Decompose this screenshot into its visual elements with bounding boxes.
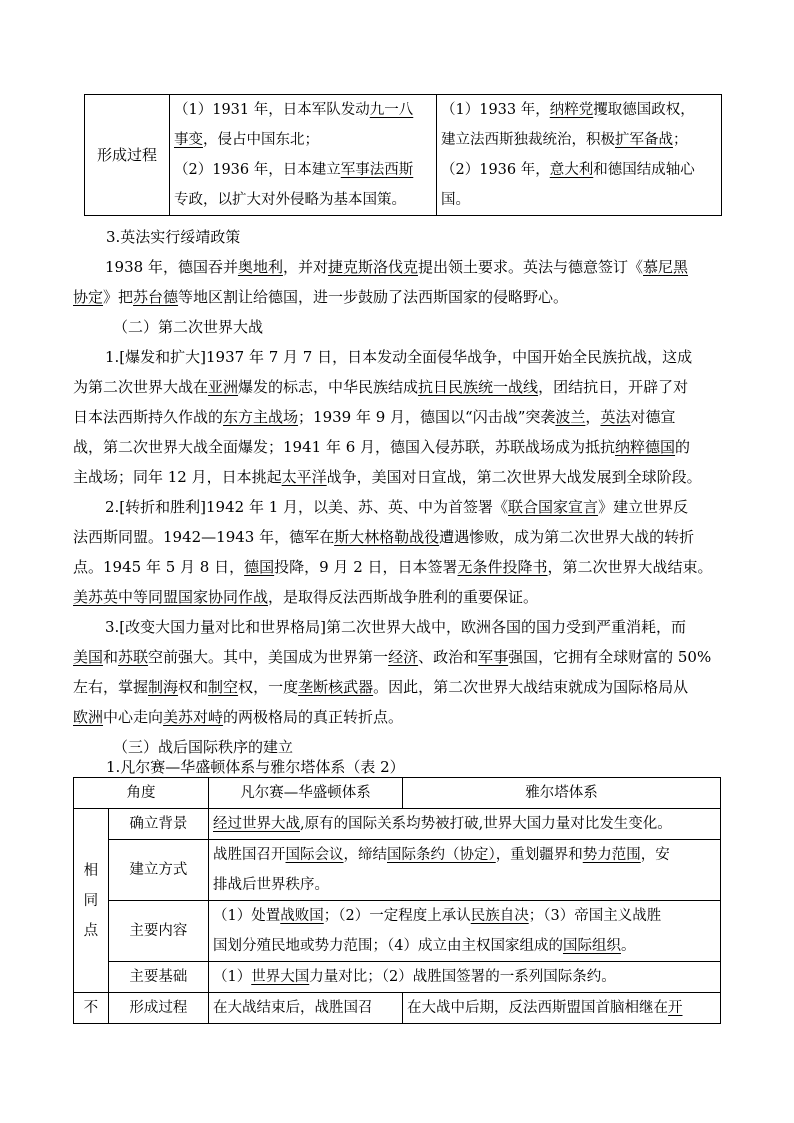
paragraph-line: 2.[转折和胜利]1942 年 1 月，以美、苏、英、中为首签署《联合国家宣言》建立世界反 bbox=[105, 498, 689, 516]
germany-cell: （1）1933 年，纳粹党攫取德国政权， 建立法西斯独裁统治，积极扩军备战； （2）1936 年，意大利和德国结成轴心 国。 bbox=[437, 95, 722, 216]
paragraph-line: 美国和苏联空前强大。其中，美国成为世界第一经济、政治和军事强国，它拥有全球财富的 50% bbox=[73, 648, 712, 666]
row-label: 建立方式 bbox=[108, 840, 208, 901]
paragraph-line: 战，第二次世界大战全面爆发；1941 年 6 月，德国入侵苏联，苏联战场成为抵抗纳粹德国的 bbox=[73, 438, 691, 456]
table-cell: （1）世界大国力量对比；（2）战胜国签署的一系列国际条约。 bbox=[209, 962, 721, 993]
paragraph-line: 点。1945 年 5 月 8 日，德国投降，9 月 2 日，日本签署无条件投降书，第二次世界大战结束。 bbox=[73, 558, 713, 576]
paragraph-line: 法西斯同盟。1942—1943 年，德军在斯大林格勒战役遭遇惨败，成为第二次世界大战的转折 bbox=[73, 528, 695, 546]
table-row bbox=[74, 809, 721, 840]
table-caption: 1.凡尔赛—华盛顿体系与雅尔塔体系（表 2） bbox=[106, 758, 405, 776]
paragraph-line: 左右，掌握制海权和制空权，一度垄断核武器。因此，第二次世界大战结束就成为国际格局从 bbox=[73, 678, 689, 696]
paragraph-line: 3.[改变大国力量对比和世界格局]第二次世界大战中，欧洲各国的国力受到严重消耗，而 bbox=[105, 618, 687, 636]
table-cell: （1）处置战败国；（2）一定程度上承认民族自决；（3）帝国主义战胜 国划分殖民地或势力范围；（4）成立由主权国家组成的国际组织。 bbox=[209, 901, 721, 962]
section-heading: （二）第二次世界大战 bbox=[113, 318, 264, 336]
paragraph-line: 美苏英中等同盟国家协同作战，是取得反法西斯战争胜利的重要保证。 bbox=[73, 588, 539, 606]
table-cell: 在大战结束后，战胜国召 bbox=[209, 993, 403, 1024]
table-row bbox=[74, 962, 721, 993]
row-label: 形成过程 bbox=[85, 95, 170, 216]
header-versailles: 凡尔赛—华盛顿体系 bbox=[209, 778, 403, 809]
paragraph-line: 1938 年，德国吞并奥地利，并对捷克斯洛伐克提出领土要求。英法与德意签订《慕尼黑 bbox=[105, 258, 689, 276]
section-heading: （三）战后国际秩序的建立 bbox=[113, 738, 294, 756]
table-cell: 战胜国召开国际会议，缔结国际条约（协定），重划疆界和势力范围，安 排战后世界秩序。 bbox=[209, 840, 721, 901]
similarities-label: 相 同 点 bbox=[74, 809, 109, 993]
table-header-row bbox=[74, 778, 721, 809]
paragraph-line: 协定》把苏台德等地区割让给德国，进一步鼓励了法西斯国家的侵略野心。 bbox=[73, 288, 569, 306]
table-row bbox=[85, 95, 722, 216]
table-cell: 经过世界大战,原有的国际关系均势被打破,世界大国力量对比发生变化。 bbox=[209, 809, 721, 840]
paragraph-line: 1.[爆发和扩大]1937 年 7 月 7 日，日本发动全面侵华战争，中国开始全民族抗战，这成 bbox=[105, 348, 693, 366]
row-label: 主要内容 bbox=[108, 901, 208, 962]
table-cell: 在大战中后期，反法西斯盟国首脑相继在开 bbox=[403, 993, 721, 1024]
formation-table bbox=[84, 94, 722, 216]
header-angle: 角度 bbox=[74, 778, 209, 809]
table-row bbox=[74, 993, 721, 1024]
row-label: 主要基础 bbox=[108, 962, 208, 993]
paragraph-line: 日本法西斯持久作战的东方主战场；1939 年 9 月，德国以“闪击战”突袭波兰，英法对德宣 bbox=[73, 408, 676, 426]
row-label: 确立背景 bbox=[108, 809, 208, 840]
appeasement-heading: 3.英法实行绥靖政策 bbox=[106, 228, 241, 246]
system-comparison-table bbox=[73, 777, 721, 1024]
differences-label: 不 bbox=[74, 993, 109, 1024]
row-label: 形成过程 bbox=[108, 993, 208, 1024]
table-row bbox=[74, 901, 721, 962]
paragraph-line: 欧洲中心走向美苏对峙的两极格局的真正转折点。 bbox=[73, 708, 404, 726]
paragraph-line: 为第二次世界大战在亚洲爆发的标志，中华民族结成抗日民族统一战线，团结抗日，开辟了对 bbox=[73, 378, 689, 396]
japan-cell: （1）1931 年，日本军队发动九一八 事变，侵占中国东北； （2）1936 年，日本建立军事法西斯 专政，以扩大对外侵略为基本国策。 bbox=[170, 95, 437, 216]
header-yalta: 雅尔塔体系 bbox=[403, 778, 721, 809]
table-row bbox=[74, 840, 721, 901]
paragraph-line: 主战场；同年 12 月，日本挑起太平洋战争，美国对日宣战，第二次世界大战发展到全球阶段。 bbox=[73, 468, 702, 486]
